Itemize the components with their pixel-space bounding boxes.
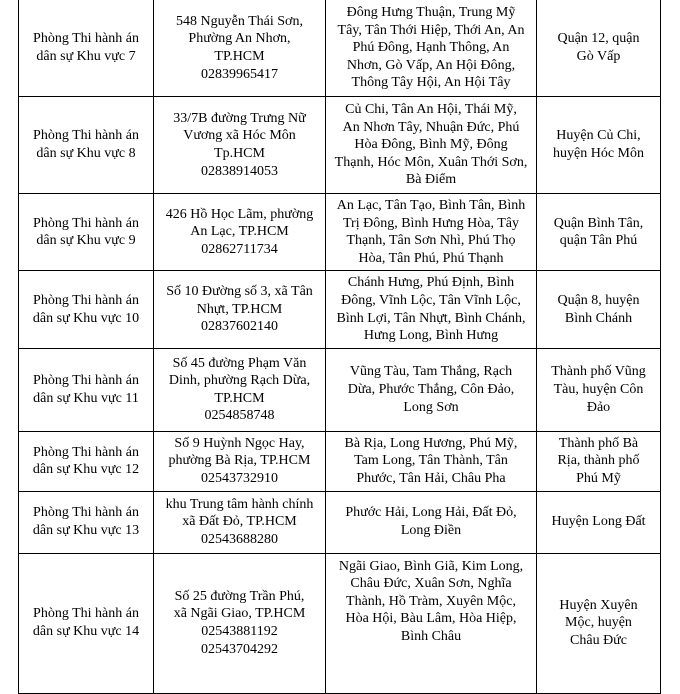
- phone-number: 02837602140: [201, 319, 278, 335]
- office-address-cell: [154, 271, 326, 348]
- district-line: Huyện Củ Chi,: [556, 128, 641, 144]
- wards-line: Thông Tây Hội, An Hội Tây: [351, 75, 511, 91]
- office-name-line: Phòng Thi hành án: [33, 606, 139, 622]
- wards-line: Bà Điểm: [405, 172, 457, 188]
- address-line: TP.HCM: [214, 49, 265, 64]
- wards-line: Đông Hưng Thuận, Trung Mỹ: [346, 5, 516, 21]
- address-line: 426 Hồ Học Lãm, phường: [165, 206, 314, 222]
- district-line: Châu Đức: [570, 632, 627, 648]
- district-line: Huyện Xuyên: [559, 597, 638, 613]
- table-row: [19, 0, 661, 97]
- district-line: Mộc, huyện: [565, 615, 632, 631]
- wards-line: Hòa, Tân Phú, Phú Thạnh: [358, 250, 504, 266]
- district-line: Tàu, huyện Côn: [553, 381, 644, 397]
- district-line: Gò Vấp: [576, 49, 621, 64]
- address-line: TP.HCM: [214, 390, 265, 406]
- wards-line: Dừa, Phước Thắng, Côn Đảo,: [347, 381, 515, 397]
- district-line: Bình Chánh: [564, 310, 633, 326]
- office-name-cell: [19, 431, 154, 491]
- former-district-cell: [537, 0, 661, 97]
- wards-line: Bà Rịa, Long Hương, Phú Mỹ,: [344, 435, 518, 451]
- wards-line: Bình Châu: [400, 628, 462, 644]
- wards-line: Đông, Vĩnh Lộc, Tân Vĩnh Lộc,: [341, 292, 521, 308]
- phone-number: 02839965417: [201, 66, 278, 82]
- enforcement-offices-table: [18, 0, 661, 694]
- table-row: [19, 553, 661, 693]
- wards-cell: [326, 0, 537, 97]
- phone-number: 02838914053: [201, 163, 278, 179]
- district-line: Đảo: [586, 399, 611, 415]
- office-name-cell: [19, 271, 154, 348]
- office-name-cell: [19, 348, 154, 431]
- office-name-line: Phòng Thi hành án: [33, 128, 139, 144]
- wards-line: Phước, Tân Hải, Châu Pha: [356, 470, 506, 486]
- office-name-line: Phòng Thi hành án: [33, 31, 139, 47]
- address-line: Dinh, phường Rạch Dừa,: [168, 373, 311, 389]
- table-row: [19, 348, 661, 431]
- district-line: Quận 8, huyện: [557, 292, 640, 308]
- office-address-cell: [154, 97, 326, 194]
- wards-line: An Lạc, Tân Tạo, Bình Tân, Bình: [336, 198, 526, 213]
- office-name-line: dân sự Khu vực 14: [32, 624, 140, 640]
- office-name-line: dân sự Khu vực 10: [32, 310, 140, 326]
- wards-cell: [326, 271, 537, 348]
- address-line: 548 Nguyễn Thái Sơn,: [176, 13, 303, 29]
- address-line: 33/7B đường Trưng Nữ: [173, 110, 306, 126]
- wards-cell: [326, 431, 537, 491]
- former-district-cell: [537, 553, 661, 693]
- wards-line: Thành, Hồ Tràm, Xuyên Mộc,: [346, 593, 516, 609]
- office-name-line: dân sự Khu vực 8: [36, 146, 136, 161]
- wards-line: Chánh Hưng, Phú Định, Bình: [347, 275, 515, 291]
- district-line: Thành phố Bà: [558, 435, 639, 451]
- wards-line: Ngãi Giao, Bình Giã, Kim Long,: [338, 558, 524, 574]
- district-line: Quận Bình Tân,: [553, 215, 644, 231]
- wards-cell: [326, 553, 537, 693]
- address-line: Phường An Nhơn,: [188, 31, 291, 47]
- office-address-cell: [154, 431, 326, 491]
- former-district-cell: [537, 271, 661, 348]
- address-line: Nhựt, TP.HCM: [196, 301, 283, 317]
- former-district-cell: [537, 431, 661, 491]
- district-line: Rịa, thành phố: [557, 453, 640, 469]
- office-name-line: Phòng Thi hành án: [33, 444, 139, 460]
- office-name-line: dân sự Khu vực 9: [36, 233, 136, 249]
- office-name-cell: [19, 194, 154, 271]
- wards-line: Hòa Đông, Bình Mỹ, Đông: [354, 137, 508, 153]
- former-district-cell: [537, 491, 661, 553]
- wards-line: Châu Đức, Xuân Sơn, Nghĩa: [350, 576, 512, 592]
- wards-cell: [326, 194, 537, 271]
- address-line: Tp.HCM: [214, 146, 265, 161]
- office-name-cell: [19, 553, 154, 693]
- table-row: [19, 97, 661, 194]
- wards-line: Thạnh, Hóc Môn, Xuân Thới Sơn,: [334, 154, 528, 170]
- wards-line: Phú Đông, Hạnh Thông, An: [352, 40, 510, 56]
- wards-line: Hòa Hội, Bàu Lâm, Hòa Hiệp,: [345, 611, 517, 627]
- district-line: huyện Hóc Môn: [553, 146, 644, 161]
- wards-line: Củ Chi, Tân An Hội, Thái Mỹ,: [345, 102, 517, 118]
- address-line: phường Bà Rịa, TP.HCM: [168, 453, 311, 469]
- office-name-cell: [19, 0, 154, 97]
- wards-line: Phước Hải, Long Hải, Đất Đỏ,: [345, 505, 517, 521]
- wards-line: Tây, Tân Thới Hiệp, Thới An, An: [337, 22, 525, 38]
- phone-number: 02543704292: [201, 641, 278, 657]
- office-name-line: dân sự Khu vực 7: [36, 49, 136, 64]
- phone-number: 0254858748: [204, 408, 275, 424]
- address-line: An Lạc, TP.HCM: [190, 224, 289, 240]
- wards-cell: [326, 348, 537, 431]
- address-line: khu Trung tâm hành chính: [165, 496, 314, 512]
- table-row: [19, 271, 661, 348]
- office-name-line: dân sự Khu vực 13: [32, 523, 140, 539]
- office-address-cell: [154, 348, 326, 431]
- office-name-line: dân sự Khu vực 11: [33, 390, 139, 406]
- office-name-cell: [19, 491, 154, 553]
- address-line: Số 10 Đường số 3, xã Tân: [166, 284, 313, 300]
- district-line: Phú Mỹ: [576, 470, 621, 486]
- wards-line: Long Điền: [400, 523, 462, 539]
- former-district-cell: [537, 348, 661, 431]
- wards-line: Nhơn, Gò Vấp, An Hội Đông,: [346, 57, 516, 73]
- address-line: Vương xã Hóc Môn: [183, 128, 296, 144]
- district-line: Huyện Long Đất: [551, 514, 646, 530]
- wards-line: Vũng Tàu, Tam Thắng, Rạch: [349, 364, 513, 380]
- district-line: Quận 12, quận: [557, 31, 640, 47]
- office-name-line: Phòng Thi hành án: [33, 215, 139, 231]
- wards-cell: [326, 491, 537, 553]
- office-name-cell: [19, 97, 154, 194]
- phone-number: 02862711734: [201, 241, 278, 257]
- wards-line: Hưng Long, Bình Hưng: [363, 328, 499, 344]
- wards-line: Thạnh, Tân Sơn Nhì, Phú Thọ: [346, 233, 516, 249]
- address-line: Số 9 Huỳnh Ngọc Hay,: [174, 435, 305, 451]
- phone-number: 02543881192: [201, 624, 278, 640]
- office-name-line: dân sự Khu vực 12: [32, 462, 140, 478]
- address-line: xã Đất Đỏ, TP.HCM: [182, 514, 297, 530]
- wards-cell: [326, 97, 537, 194]
- wards-line: Tam Long, Tân Thành, Tân: [354, 453, 508, 469]
- table-row: [19, 194, 661, 271]
- wards-line: Bình Lợi, Tân Nhựt, Bình Chánh,: [336, 310, 526, 326]
- table-row: [19, 491, 661, 553]
- address-line: Số 45 đường Phạm Văn: [172, 355, 307, 371]
- office-name-line: Phòng Thi hành án: [33, 505, 139, 521]
- wards-line: An Nhơn Tây, Nhuận Đức, Phú: [342, 119, 520, 135]
- address-line: xã Ngãi Giao, TP.HCM: [173, 606, 306, 622]
- office-address-cell: [154, 194, 326, 271]
- office-name-line: Phòng Thi hành án: [33, 373, 139, 389]
- wards-line: Long Sơn: [403, 399, 459, 415]
- table-row: [19, 431, 661, 491]
- phone-number: 02543732910: [201, 470, 278, 486]
- office-address-cell: [154, 553, 326, 693]
- wards-line: Trị Đông, Bình Hưng Hòa, Tây: [343, 215, 519, 231]
- district-line: Thành phố Vũng: [551, 364, 646, 380]
- former-district-cell: [537, 97, 661, 194]
- district-line: quận Tân Phú: [559, 233, 638, 249]
- office-address-cell: [154, 491, 326, 553]
- phone-number: 02543688280: [201, 531, 278, 547]
- office-address-cell: [154, 0, 326, 97]
- address-line: Số 25 đường Trần Phú,: [174, 588, 305, 604]
- former-district-cell: [537, 194, 661, 271]
- office-name-line: Phòng Thi hành án: [33, 292, 139, 308]
